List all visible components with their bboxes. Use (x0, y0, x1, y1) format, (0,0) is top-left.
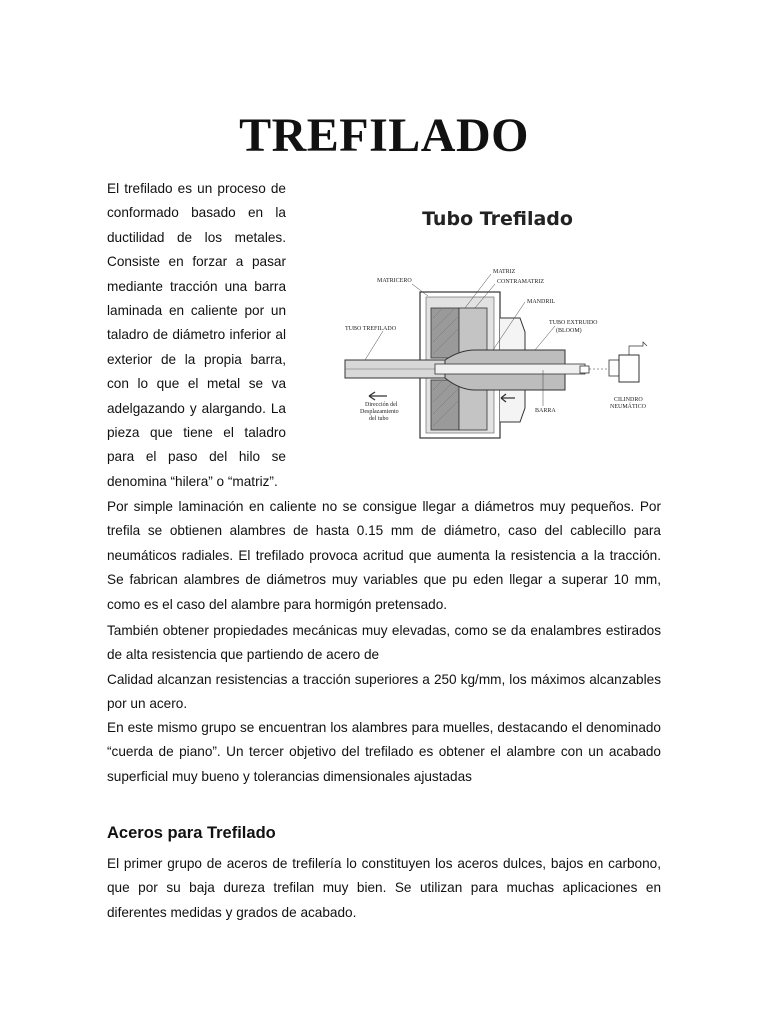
section-paragraph: El primer grupo de aceros de trefilería lo constituyen los aceros dulces, bajos en carbono, que por su baja dureza trefilan muy bien. Se utilizan para muchas aplicaciones en diferentes medidas y grados de acabado. (107, 856, 661, 920)
cilindro-neumatico (619, 355, 639, 382)
paragraph-4: En este mismo grupo se encuentran los alambres para muelles, destacando el denominado “cuerda de piano”. Un tercer objetivo del trefilado es obtener el alambre con un acabado superficial muy bueno y tolerancias dimensionales ajustadas (107, 720, 661, 784)
label-tubo-trefilado: TUBO TREFILADO (345, 326, 397, 332)
label-direccion-1: Dirección del (365, 402, 398, 408)
drawing-diagram (325, 200, 670, 450)
cilindro-rod (609, 360, 619, 376)
paragraph-1: Por simple laminación en caliente no se consigue llegar a diámetros muy pequeños. Por trefila se obtienen alambres de hasta 0.15 mm de diámetro, caso del cablecillo para neumáticos radiales. El trefilado provoca acritud que aumenta la resistencia a la tracción. Se fabrican alambres de diámetros muy variables que pu eden llegar a superar 10 mm, como es el caso del alambre para hormigón pretensado. (107, 499, 661, 612)
label-cilindro-2: NEUMÁTICO (610, 404, 646, 410)
paragraph-2: También obtener propiedades mecánicas muy elevadas, como se da enalambres estirados de alta resistencia que partiendo de acero de (107, 623, 661, 663)
label-barra: BARRA (535, 408, 556, 414)
figure-title: Tubo Trefilado (422, 208, 573, 230)
page-title: TREFILADO (239, 109, 529, 162)
figure-tubo-trefilado (325, 200, 670, 450)
paragraph-3: Calidad alcanzan resistencias a tracción superiores a 250 kg/mm, los máximos alcanzables por un acero. (107, 672, 661, 712)
intro-paragraph: El trefilado es un proceso de conformado basado en la ductilidad de los metales. Consiste en forzar a pasar mediante tracción una barra laminada en caliente por un taladro de diámetro inferior al exterior de la propia barra, con lo que el metal se va adelgazando y alargando. La pieza que tiene el taladro para el paso del hilo se denomina “hilera” o “matriz”. (107, 181, 286, 489)
label-tubo-extruido: TUBO EXTRUIDO (549, 320, 598, 326)
label-matriz: MATRIZ (493, 269, 516, 275)
label-matricero: MATRICERO (377, 278, 412, 284)
label-direccion-3: del tubo (369, 416, 389, 422)
arrow-left-icon (369, 392, 387, 400)
barra (435, 364, 585, 374)
label-bloom: (BLOOM) (556, 328, 582, 334)
section-heading: Aceros para Trefilado (107, 824, 276, 842)
label-cilindro-1: CILINDRO (614, 397, 643, 403)
label-contramatriz: CONTRAMATRIZ (497, 279, 545, 285)
label-direccion-2: Desplazamiento (360, 409, 399, 415)
label-mandril: MANDRIL (527, 299, 555, 305)
